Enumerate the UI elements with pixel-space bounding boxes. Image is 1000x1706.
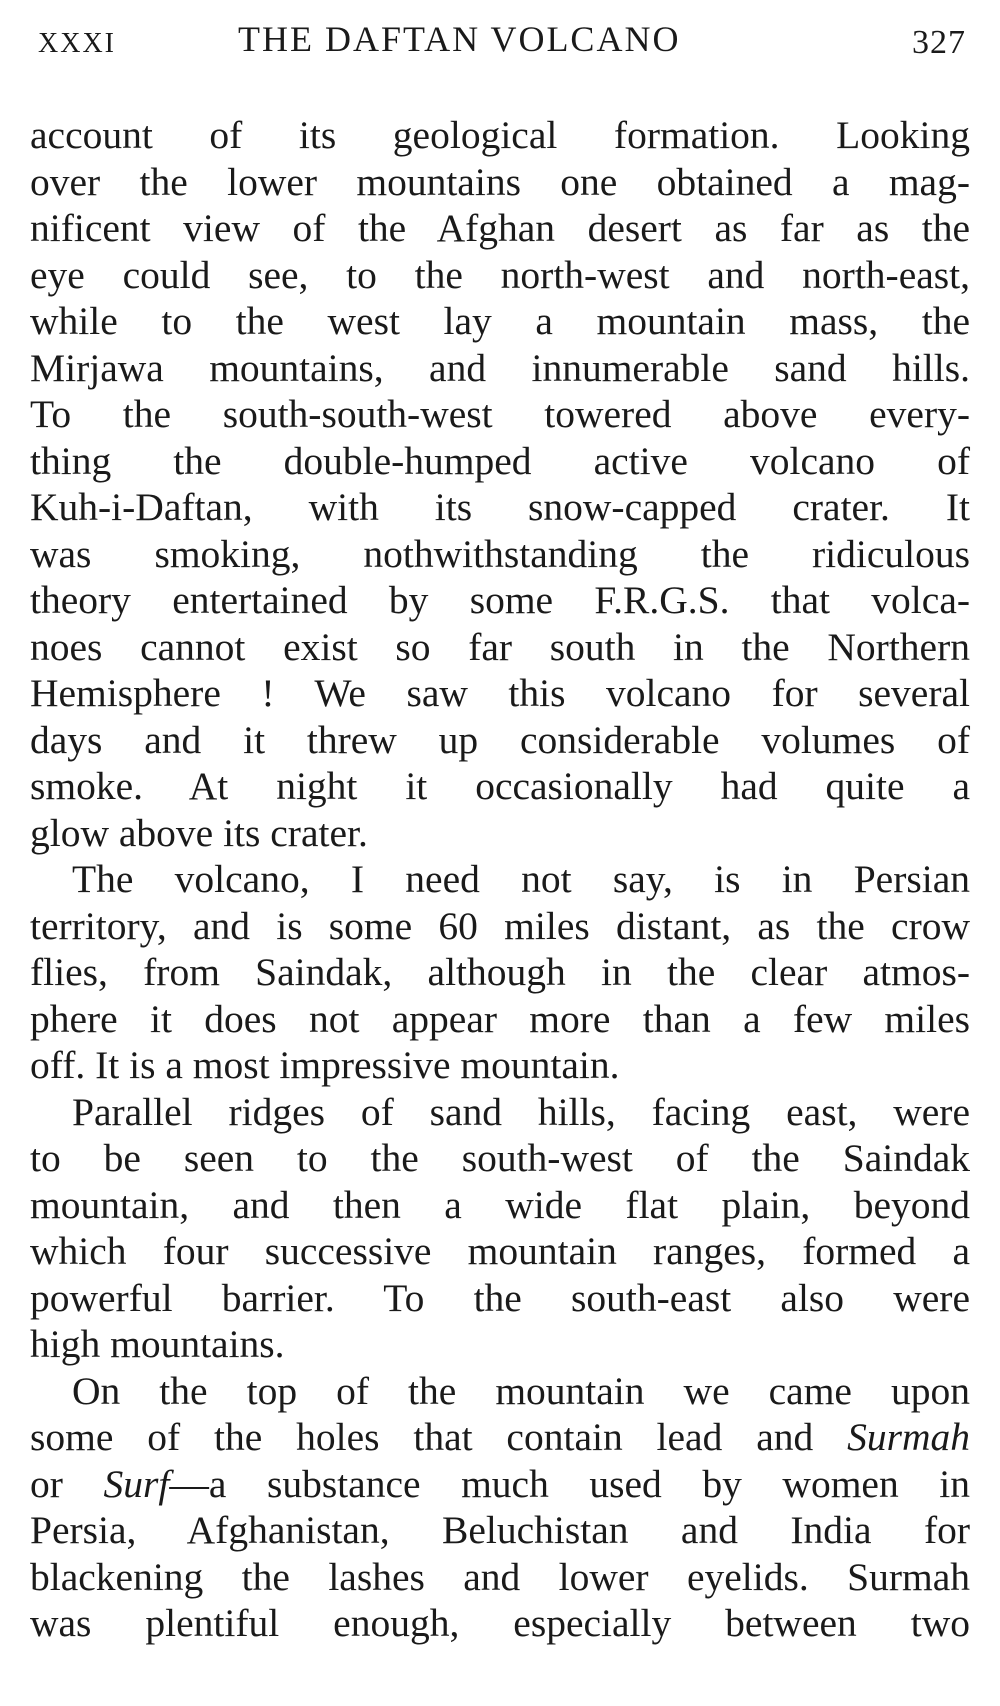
text-line: To the south-south-west towered above every-	[30, 392, 970, 436]
text-line: glow above its crater.	[30, 810, 368, 855]
text-line: high mountains.	[30, 1322, 285, 1366]
text-line: was plentiful enough, especially between two	[30, 1601, 970, 1645]
book-page	[30, 14, 970, 1694]
text-line: powerful barrier. To the south-east also were	[30, 1275, 970, 1320]
text-line: blackening the lashes and lower eyelids. Surmah	[30, 1554, 970, 1599]
text-line: flies, from Saindak, although in the clear atmos-	[30, 950, 970, 994]
text-line: phere it does not appear more than a few miles	[30, 996, 970, 1041]
text-line: mountain, and then a wide flat plain, beyond	[30, 1182, 970, 1227]
paragraph-2	[30, 856, 970, 1089]
italic-term-surmah: Surmah	[847, 1415, 970, 1459]
text-line: nificent view of the Afghan desert as far as the	[30, 206, 970, 250]
text-line: account of its geological formation. Looking	[30, 113, 970, 157]
text-line: thing the double-humped active volcano of	[30, 438, 970, 483]
text-line: while to the west lay a mountain mass, the	[30, 299, 970, 343]
text-line: to be seen to the south-west of the Saindak	[30, 1136, 970, 1180]
text-line: The volcano, I need not say, is in Persian	[72, 857, 970, 901]
text-line: territory, and is some 60 miles distant, as the crow	[30, 903, 970, 948]
paragraph-4	[30, 1368, 970, 1647]
text-line: On the top of the mountain we came upon	[72, 1368, 970, 1413]
body-text	[30, 112, 970, 1647]
italic-term-surf: Surf	[103, 1461, 170, 1506]
running-head	[30, 14, 970, 68]
text-line: over the lower mountains one obtained a mag-	[30, 159, 970, 204]
text-line: Kuh-i-Daftan, with its snow-capped crater. It	[30, 485, 970, 529]
page-number: 327	[912, 24, 966, 61]
chapter-number: XXXI	[38, 28, 116, 59]
text-line: off. It is a most impressive mountain.	[30, 1043, 620, 1087]
text-line: which four successive mountain ranges, formed a	[30, 1229, 970, 1273]
text-segment: or	[30, 1461, 104, 1506]
paragraph-1	[30, 112, 970, 856]
text-line: theory entertained by some F.R.G.S. that volca-	[30, 578, 970, 622]
text-line	[30, 1414, 970, 1461]
paragraph-3	[30, 1089, 970, 1368]
text-line: days and it threw up considerable volumes of	[30, 717, 970, 762]
text-line: Persia, Afghanistan, Beluchistan and India for	[30, 1508, 970, 1552]
text-line: was smoking, nothwithstanding the ridiculous	[30, 531, 970, 576]
text-line: smoke. At night it occasionally had quite a	[30, 764, 970, 808]
text-segment: —a substance much used by women in	[169, 1461, 971, 1506]
text-line: Mirjawa mountains, and innumerable sand hills.	[30, 345, 970, 390]
text-line: noes cannot exist so far south in the Northern	[30, 624, 970, 669]
text-line: Parallel ridges of sand hills, facing east, were	[72, 1089, 970, 1134]
text-line: eye could see, to the north-west and north-east,	[30, 252, 970, 297]
text-line: Hemisphere ! We saw this volcano for several	[30, 671, 970, 715]
chapter-title: THE DAFTAN VOLCANO	[238, 19, 681, 59]
text-line	[30, 1461, 970, 1508]
text-segment: some of the holes that contain lead and	[30, 1415, 848, 1459]
